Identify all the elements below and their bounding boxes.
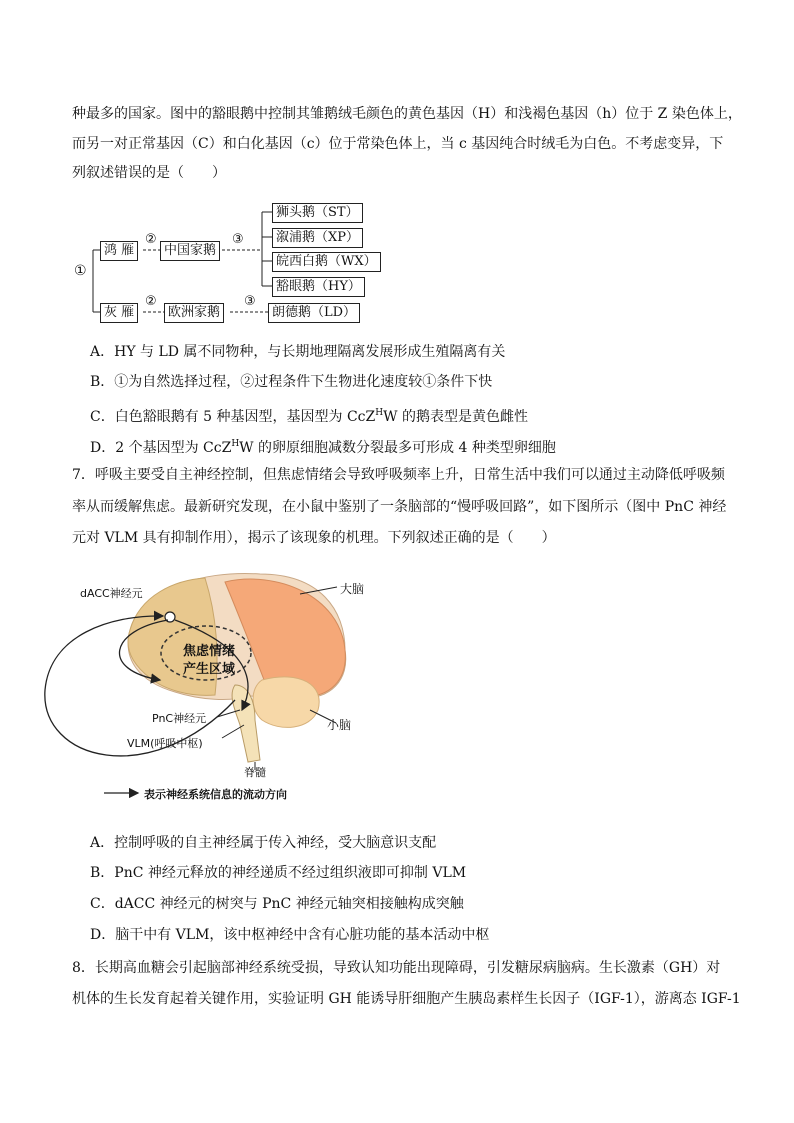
breed-ld: 朗德鹅（LD）	[268, 303, 360, 323]
mark-3-upper: ③	[232, 232, 244, 247]
mark-2-upper: ②	[145, 232, 157, 247]
tree-connectors	[0, 0, 794, 340]
mark-2-lower: ②	[145, 294, 157, 309]
label-anxiety-2: 产生区域	[183, 662, 236, 677]
intro-line-3: 列叙述错误的是（ ）	[72, 165, 226, 181]
q6-option-d: D．2 个基因型为 CcZ$^H$W 的卵原细胞减数分裂最多可形成 4 种类型卵细胞	[90, 439, 556, 456]
node-swan-goose: 鸿 雁	[100, 241, 138, 261]
intro-line-2: 而另一对正常基因（C）和白化基因（c）位于常染色体上，当 c 基因纯合时绒毛为白色。不考虑变异，下	[72, 136, 724, 152]
label-anxiety-1: 焦虑情绪	[183, 644, 236, 659]
q8-line-2: 机体的生长发育起着关键作用，实验证明 GH 能诱导肝细胞产生胰岛素样生长因子（IGF-1），游离态 IGF-1	[72, 991, 741, 1007]
q6-option-b: B．①为自然选择过程，②过程条件下生物进化速度较①条件下快	[90, 374, 493, 390]
q7-option-c: C．dACC 神经元的树突与 PnC 神经元轴突相接触构成突触	[90, 896, 464, 912]
label-cerebellum: 小脑	[327, 718, 352, 732]
q7-line-2: 率从而缓解焦虑。最新研究发现，在小鼠中鉴别了一条脑部的“慢呼吸回路”，如下图所示（图中 PnC 神经	[72, 499, 727, 515]
label-cerebrum: 大脑	[340, 582, 365, 596]
breed-st: 狮头鹅（ST）	[272, 203, 363, 223]
label-dacc: dACC神经元	[80, 587, 143, 600]
q7-line-3: 元对 VLM 具有抑制作用），揭示了该现象的机理。下列叙述正确的是（ ）	[72, 530, 556, 546]
breed-hy: 豁眼鹅（HY）	[272, 277, 365, 297]
label-pnc: PnC神经元	[152, 712, 207, 725]
node-greylag-goose: 灰 雁	[100, 303, 138, 323]
mark-3-lower: ③	[244, 294, 256, 309]
breed-xp: 溆浦鹅（XP）	[272, 228, 363, 248]
q8-line-1: 8．长期高血糖会引起脑部神经系统受损，导致认知功能出现障碍，引发糖尿病脑病。生长激素（GH）对	[72, 960, 721, 976]
intro-line-1: 种最多的国家。图中的豁眼鹅中控制其雏鹅绒毛颜色的黄色基因（H）和浅褐色基因（h）位于 Z 染色体上，	[72, 106, 742, 122]
label-vlm: VLM(呼吸中枢)	[127, 737, 203, 750]
q7-line-1: 7．呼吸主要受自主神经控制，但焦虑情绪会导致呼吸频率上升，日常生活中我们可以通过主动降低呼吸频	[72, 467, 725, 483]
mark-1: ①	[74, 263, 87, 279]
q6-option-a: A．HY 与 LD 属不同物种，与长期地理隔离发展形成生殖隔离有关	[90, 344, 506, 360]
q7-option-b: B．PnC 神经元释放的神经递质不经过组织液即可抑制 VLM	[90, 865, 467, 881]
q7-option-d: D．脑干中有 VLM，该中枢神经中含有心脏功能的基本活动中枢	[90, 927, 490, 943]
q7-option-a: A．控制呼吸的自主神经属于传入神经，受大脑意识支配	[90, 835, 437, 851]
node-chinese-goose: 中国家鹅	[160, 241, 220, 261]
label-spinal-cord: 脊髓	[244, 766, 266, 779]
breed-wx: 皖西白鹅（WX）	[272, 252, 381, 272]
node-european-goose: 欧洲家鹅	[164, 303, 224, 323]
legend-label: 表示神经系统信息的流动方向	[144, 788, 287, 801]
q6-option-c: C．白色豁眼鹅有 5 种基因型，基因型为 CcZ$^H$W 的鹅表型是黄色雌性	[90, 408, 528, 425]
